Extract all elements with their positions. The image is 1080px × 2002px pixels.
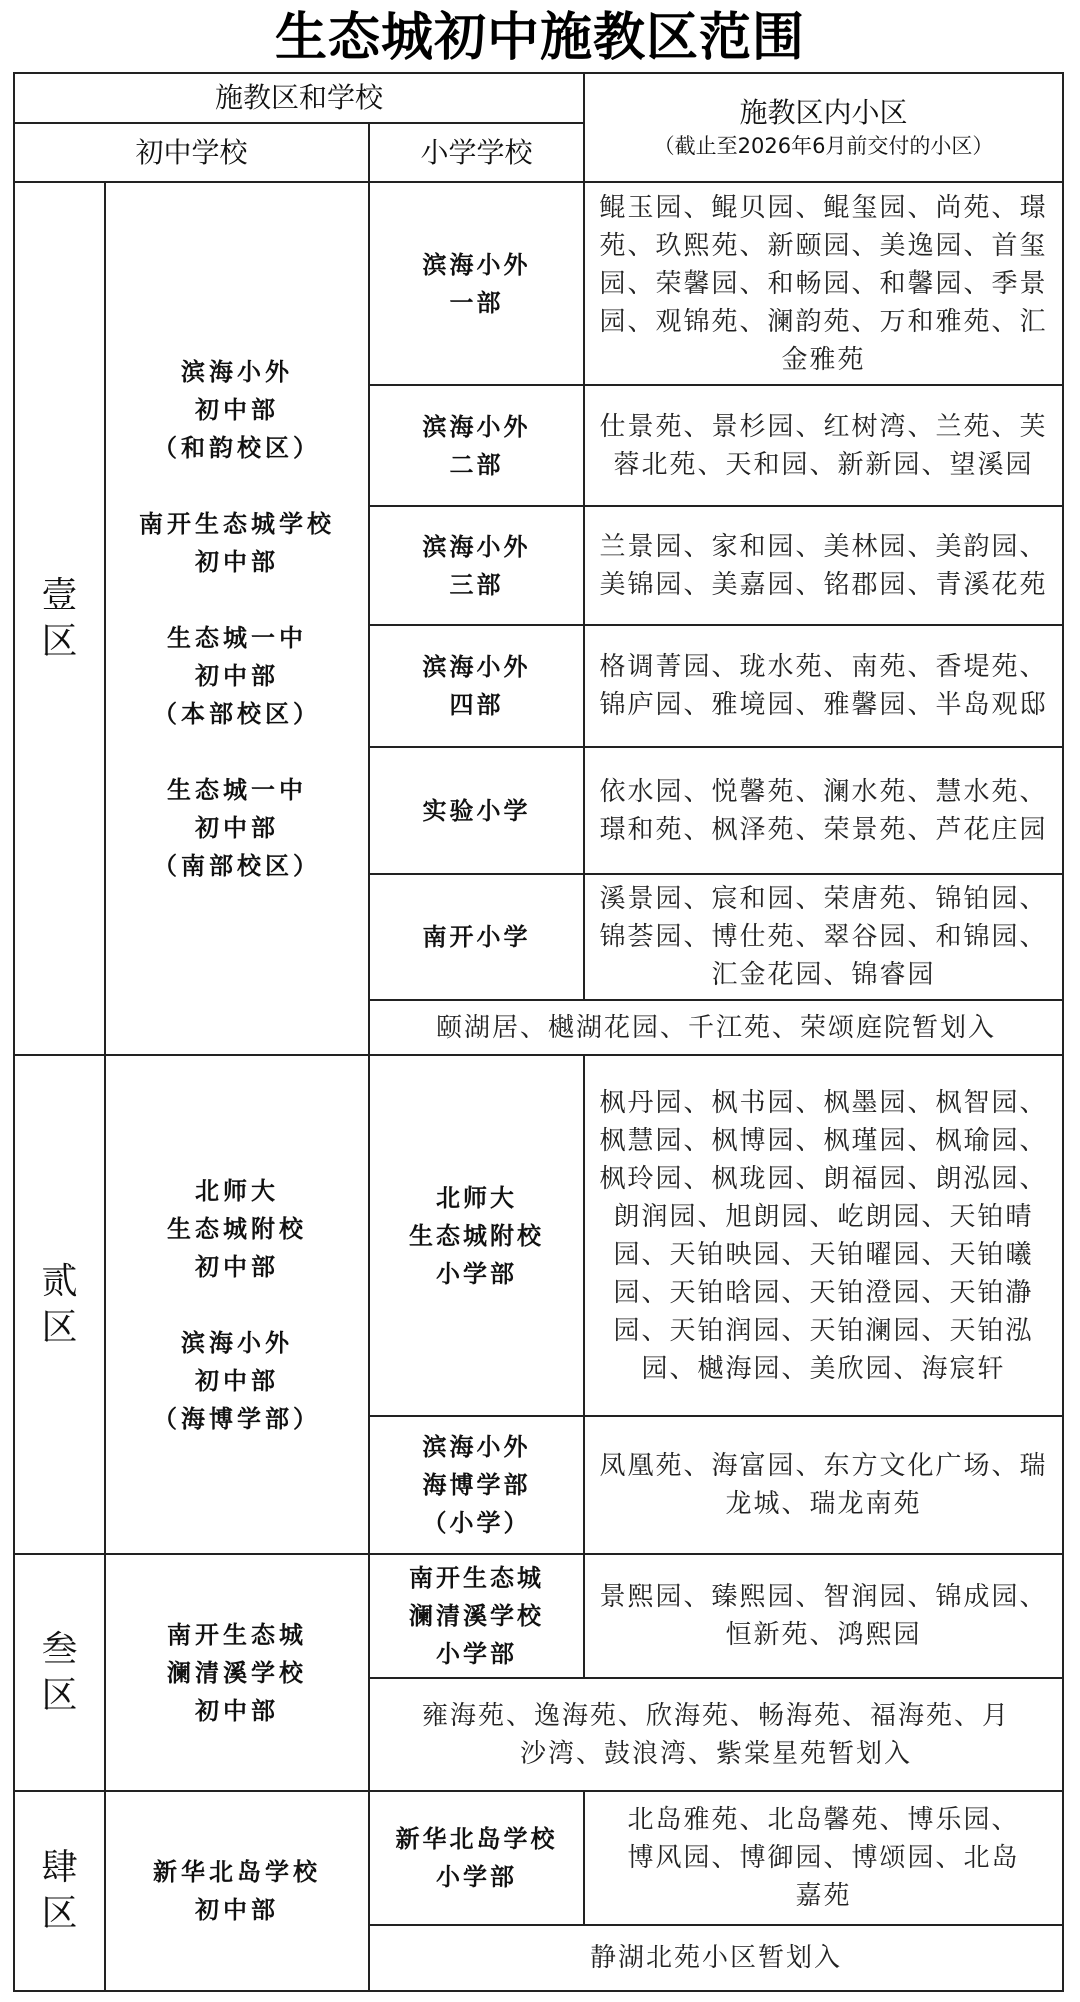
ps-line: 新华北岛学校 (395, 1825, 558, 1853)
zone-1-label (14, 182, 105, 1055)
ps-line: 滨海小外 (422, 412, 531, 441)
ps-line: 澜清溪学校 (409, 1602, 545, 1630)
ms-line: （和韵校区） (153, 433, 321, 462)
zone-3-label (14, 1554, 105, 1791)
primary-school-name (369, 625, 584, 747)
community-list: 景熙园、臻熙园、智润园、锦成园、恒新苑、鸿熙园 (584, 1554, 1063, 1678)
temporary-assignment-note: 颐湖居、樾湖花园、千江苑、荣颂庭院暂划入 (369, 1000, 1063, 1055)
community-list: 依水园、悦馨苑、澜水苑、慧水苑、璟和苑、枫泽苑、荣景苑、芦花庄园 (584, 747, 1063, 874)
ms-line: 生态城一中 (167, 775, 307, 804)
header-middle-school: 初中学校 (14, 123, 369, 182)
community-list: 凤凰苑、海富园、东方文化广场、瑞龙城、瑞龙南苑 (584, 1416, 1063, 1554)
ms-line: 南开生态城学校 (139, 509, 335, 538)
primary-school-name (369, 1554, 584, 1678)
ps-line: 滨海小外 (422, 532, 531, 561)
community-list: 枫丹园、枫书园、枫墨园、枫智园、枫慧园、枫博园、枫瑾园、枫瑜园、枫玲园、枫珑园、朗福园、朗泓园、朗润园、旭朗园、屹朗园、天铂晴园、天铂映园、天铂曜园、天铂曦园、天铂晗园、天铂澄园、天铂瀞园、天铂润园、天铂澜园、天铂泓园、樾海园、美欣园、海宸轩 (584, 1055, 1063, 1416)
zone-1-middle-schools (105, 182, 369, 1055)
header-communities-label: 施教区内小区 (739, 95, 908, 129)
temporary-assignment-note: 雍海苑、逸海苑、欣海苑、畅海苑、福海苑、月沙湾、鼓浪湾、紫棠星苑暂划入 (369, 1678, 1063, 1791)
zone-2-middle-schools (105, 1055, 369, 1554)
header-primary-school: 小学学校 (369, 123, 584, 182)
zone-2-row-1 (14, 1055, 1063, 1416)
zone-4-row-1 (14, 1791, 1063, 1925)
ps-line: 小学部 (436, 1640, 518, 1668)
primary-school-name (369, 385, 584, 506)
school-district-table (13, 72, 1064, 1992)
ps-line: 一部 (449, 288, 504, 317)
primary-school-name (369, 182, 584, 385)
zone-1-row-1 (14, 182, 1063, 385)
ps-line: （小学） (422, 1509, 531, 1537)
primary-school-name: 实验小学 (369, 747, 584, 874)
ms-line: 初中部 (195, 547, 279, 576)
ms-line: 初中部 (195, 1696, 279, 1725)
ms-line: 生态城附校 (167, 1214, 307, 1243)
ms-line: 澜清溪学校 (167, 1658, 307, 1687)
primary-school-name (369, 1791, 584, 1925)
primary-school-name (369, 1055, 584, 1416)
zone-1-char-2: 区 (41, 620, 78, 662)
ps-line: 三部 (449, 570, 504, 599)
zone-4-char-1: 肆 (41, 1847, 78, 1888)
ps-line: 小学部 (436, 1863, 518, 1891)
ms-line: （本部校区） (153, 699, 321, 728)
ps-line: 生态城附校 (409, 1221, 545, 1250)
ps-line: 滨海小外 (422, 1433, 531, 1461)
zone-3-char-2: 区 (41, 1674, 78, 1716)
page-title: 生态城初中施教区范围 (274, 7, 805, 68)
community-list: 兰景园、家和园、美林园、美韵园、美锦园、美嘉园、铭郡园、青溪花苑 (584, 506, 1063, 625)
ms-line: （南部校区） (153, 851, 321, 880)
header-communities (584, 73, 1063, 182)
community-list: 格调菁园、珑水苑、南苑、香堤苑、锦庐园、雅境园、雅馨园、半岛观邸 (584, 625, 1063, 747)
ps-line: 南开生态城 (409, 1564, 545, 1592)
ms-line: 初中部 (195, 661, 279, 690)
zone-4-char-2: 区 (41, 1893, 78, 1934)
ms-line: 初中部 (195, 395, 279, 424)
ps-line: 海博学部 (422, 1471, 531, 1499)
ps-line: 滨海小外 (422, 653, 531, 681)
header-zone-and-schools: 施教区和学校 (14, 73, 584, 123)
zone-2-char-1: 贰 (41, 1260, 78, 1302)
primary-school-name: 南开小学 (369, 874, 584, 1000)
ps-line: 小学部 (436, 1259, 518, 1288)
zone-3-row-1 (14, 1554, 1063, 1678)
ps-line: 二部 (449, 450, 504, 479)
zone-3-char-1: 叁 (41, 1628, 78, 1670)
zone-4-middle-schools (105, 1791, 369, 1991)
ms-line: 新华北岛学校 (153, 1858, 321, 1886)
primary-school-name (369, 506, 584, 625)
community-list: 仕景苑、景杉园、红树湾、兰苑、芙蓉北苑、天和园、新新园、望溪园 (584, 385, 1063, 506)
zone-2-label (14, 1055, 105, 1554)
community-list: 溪景园、宸和园、荣唐苑、锦铂园、锦荟园、博仕苑、翠谷园、和锦园、汇金花园、锦睿园 (584, 874, 1063, 1000)
ms-line: 初中部 (195, 1366, 279, 1395)
ms-line: 初中部 (195, 1252, 279, 1281)
zone-4-label (14, 1791, 105, 1991)
ps-line: 北师大 (436, 1183, 518, 1212)
ps-line: 四部 (449, 691, 504, 719)
ms-line: 初中部 (195, 813, 279, 842)
ms-line: （海博学部） (153, 1404, 321, 1433)
header-communities-note: （截止至2026年6月前交付的小区） (653, 133, 994, 158)
community-list: 北岛雅苑、北岛馨苑、博乐园、博风园、博御园、博颂园、北岛嘉苑 (584, 1791, 1063, 1925)
ms-line: 初中部 (195, 1896, 279, 1924)
zone-2-char-2: 区 (41, 1306, 78, 1348)
ps-line: 滨海小外 (422, 250, 531, 279)
primary-school-name (369, 1416, 584, 1554)
community-list: 鲲玉园、鲲贝园、鲲玺园、尚苑、璟苑、玖熙苑、新颐园、美逸园、首玺园、荣馨园、和畅园、和馨园、季景园、观锦苑、澜韵苑、万和雅苑、汇金雅苑 (584, 182, 1063, 385)
ms-line: 北师大 (195, 1176, 279, 1205)
zone-3-middle-schools (105, 1554, 369, 1791)
zone-1-char-1: 壹 (41, 574, 78, 616)
header-row-1 (14, 73, 1063, 123)
ms-line: 南开生态城 (167, 1620, 307, 1649)
ms-line: 滨海小外 (181, 357, 293, 386)
ms-line: 生态城一中 (167, 623, 307, 652)
temporary-assignment-note: 静湖北苑小区暂划入 (369, 1925, 1063, 1991)
ms-line: 滨海小外 (181, 1328, 293, 1357)
